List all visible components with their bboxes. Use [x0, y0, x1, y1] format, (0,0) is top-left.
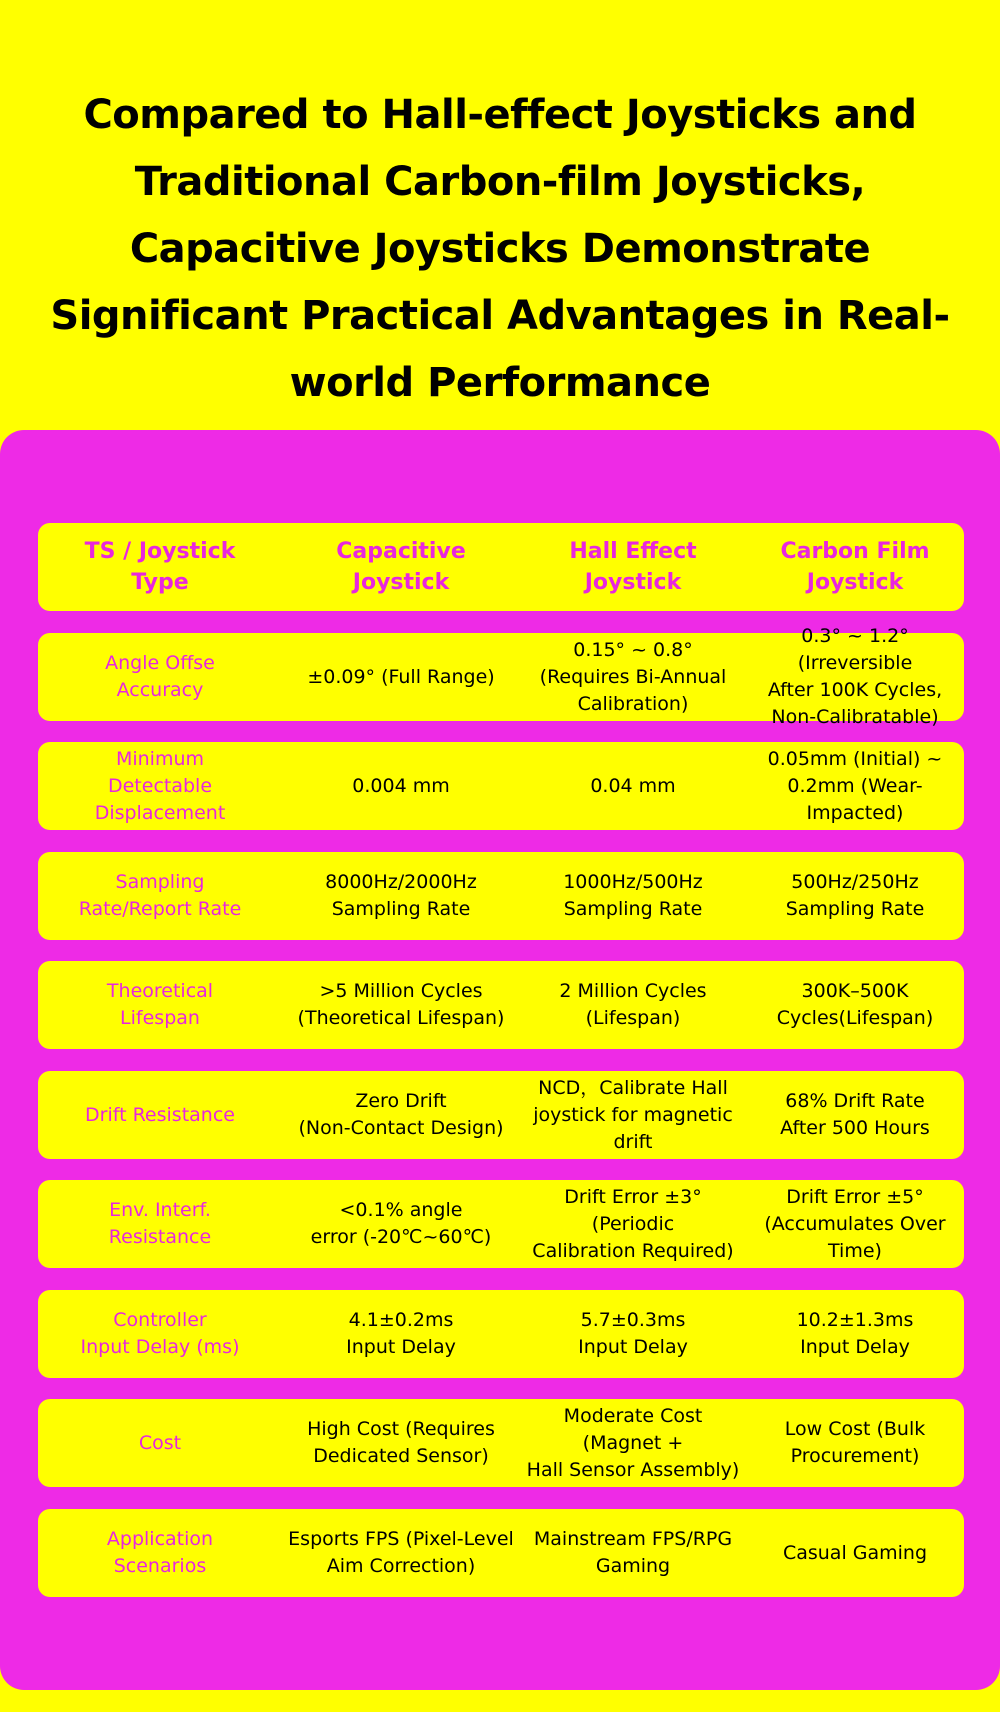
row-label: Angle Offse Accuracy: [105, 652, 215, 701]
capacitive-value: High Cost (Requires Dedicated Sensor): [307, 1418, 495, 1467]
carbon-film-value: Low Cost (Bulk Procurement): [784, 1418, 926, 1467]
table-row-drift-resistance: [38, 1071, 964, 1159]
table-row-angle-offset: [38, 625, 964, 728]
carbon-film-value: 0.05mm (Initial) ~ 0.2mm (Wear- Impacted): [767, 747, 943, 824]
table-row-env-interference: [38, 1180, 964, 1268]
hall-effect-value: 1000Hz/500Hz Sampling Rate: [563, 871, 703, 920]
table-row-lifespan: [38, 961, 964, 1049]
hall-effect-value: Drift Error ±3° (Periodic Calibration Required): [532, 1185, 734, 1262]
header-type-label: TS / Joystick Type: [84, 539, 236, 595]
header-capacitive: Capacitive Joystick: [336, 539, 466, 595]
comparison-panel: [0, 430, 1000, 1690]
row-label: Application Scenarios: [106, 1528, 214, 1577]
capacitive-value: 0.004 mm: [352, 774, 450, 797]
hall-effect-value: 0.04 mm: [590, 774, 676, 797]
capacitive-value: ±0.09° (Full Range): [307, 665, 495, 688]
table-row-application-scenarios: [38, 1509, 964, 1597]
hall-effect-value: 0.15° ~ 0.8° (Requires Bi-Annual Calibration): [539, 638, 727, 715]
capacitive-value: 4.1±0.2ms Input Delay: [346, 1309, 456, 1358]
table-header-row: [38, 523, 964, 611]
carbon-film-value: 0.3° ~ 1.2° (Irreversible After 100K Cycles, Non-Calibratable): [767, 625, 943, 728]
row-label: Cost: [138, 1431, 182, 1454]
table-row-cost: [38, 1399, 964, 1487]
row-label: Env. Interf. Resistance: [108, 1199, 212, 1248]
capacitive-value: Zero Drift (Non-Contact Design): [298, 1090, 504, 1139]
carbon-film-value: Drift Error ±5° (Accumulates Over Time): [764, 1185, 946, 1262]
carbon-film-value: 10.2±1.3ms Input Delay: [796, 1309, 914, 1358]
hall-effect-value: 5.7±0.3ms Input Delay: [578, 1309, 688, 1358]
row-label: Sampling Rate/Report Rate: [78, 871, 242, 920]
carbon-film-value: 300K–500K Cycles(Lifespan): [776, 980, 934, 1029]
row-label: Drift Resistance: [85, 1103, 235, 1126]
row-label: Minimum Detectable Displacement: [94, 747, 226, 824]
hall-effect-value: Moderate Cost (Magnet + Hall Sensor Assembly): [526, 1404, 740, 1481]
capacitive-value: >5 Million Cycles (Theoretical Lifespan): [297, 980, 505, 1029]
carbon-film-value: 500Hz/250Hz Sampling Rate: [785, 871, 925, 920]
table-row-min-displacement: [38, 742, 964, 830]
header-hall-effect: Hall Effect Joystick: [569, 539, 697, 595]
row-label: Controller Input Delay (ms): [80, 1309, 240, 1358]
hall-effect-value: Mainstream FPS/RPG Gaming: [533, 1528, 733, 1577]
table-row-sampling-rate: [38, 852, 964, 940]
header-carbon-film: Carbon Film Joystick: [780, 539, 930, 595]
table-row-input-delay: [38, 1290, 964, 1378]
capacitive-value: 8000Hz/2000Hz Sampling Rate: [325, 871, 477, 920]
carbon-film-value: 68% Drift Rate After 500 Hours: [780, 1090, 930, 1139]
hall-effect-value: NCD，Calibrate Hall joystick for magnetic drift: [533, 1076, 733, 1153]
capacitive-value: Esports FPS (Pixel-Level Aim Correction): [288, 1528, 514, 1577]
capacitive-value: <0.1% angle error (-20℃~60℃): [310, 1199, 492, 1248]
carbon-film-value: Casual Gaming: [782, 1541, 928, 1564]
page-title: Compared to Hall-effect Joysticks and Traditional Carbon-film Joysticks, Capacitive Joysticks Demonstrate Significant Practical Advantages in Real-world Performance: [50, 92, 950, 406]
hall-effect-value: 2 Million Cycles (Lifespan): [559, 980, 707, 1029]
row-label: Theoretical Lifespan: [106, 980, 214, 1029]
